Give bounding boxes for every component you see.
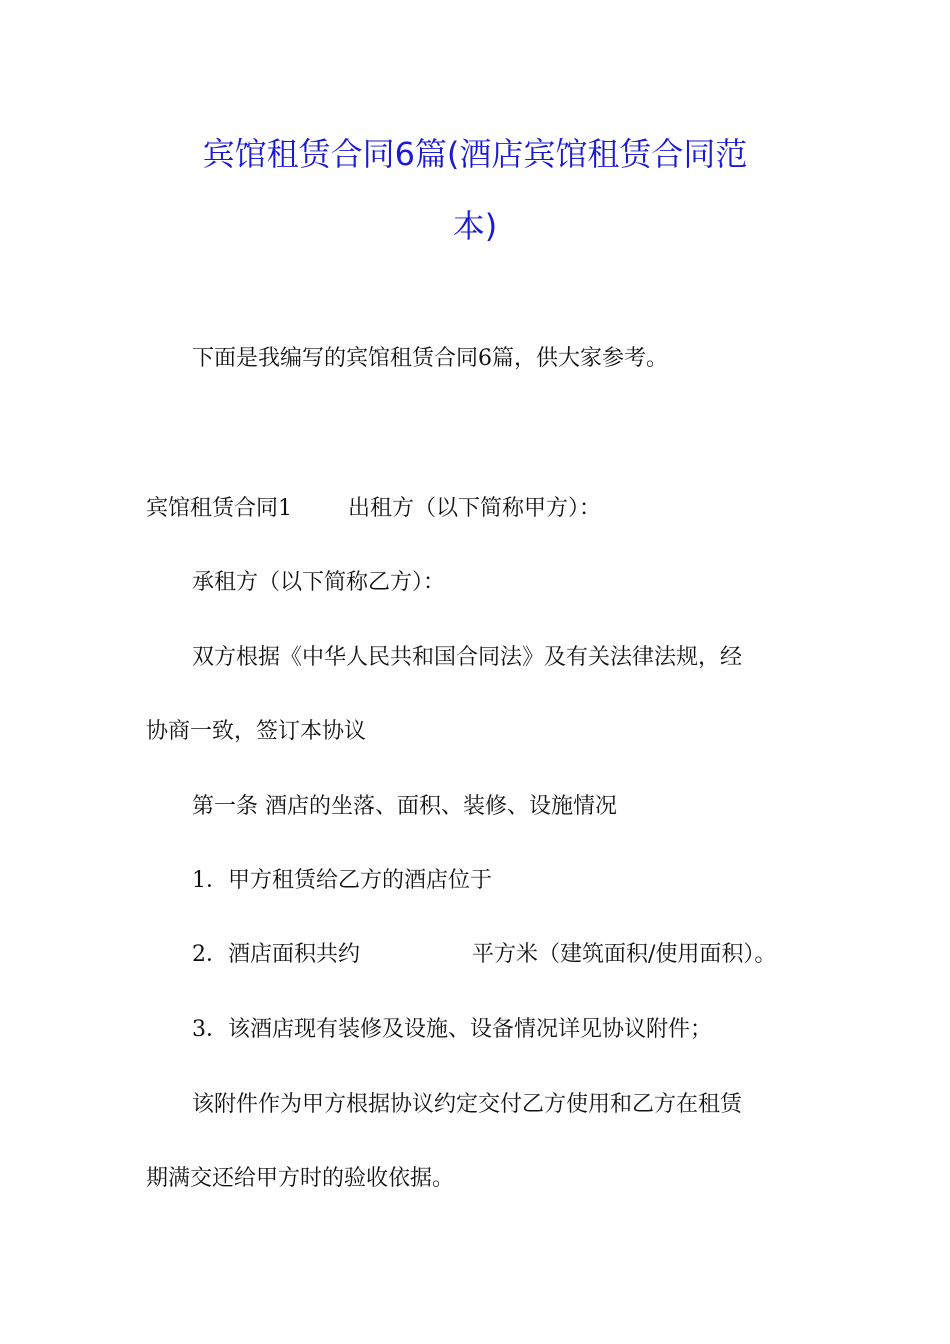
document-title-line-2: 本) — [452, 207, 498, 245]
annex-paragraph-line-2: 期满交还给甲方时的验收依据。 — [146, 1166, 455, 1191]
contract-heading-row — [146, 494, 826, 524]
basis-paragraph-line-1: 双方根据《中华人民共和国合同法》及有关法律法规，经 — [192, 645, 743, 670]
item-2-row — [192, 940, 872, 970]
item-2-end: 平方米（建筑面积/使用面积）。 — [472, 942, 777, 967]
item-3: 3．该酒店现有装修及设施、设备情况详见协议附件； — [192, 1017, 712, 1042]
annex-paragraph-line-1: 该附件作为甲方根据协议约定交付乙方使用和乙方在租赁 — [192, 1092, 743, 1117]
article-1-heading: 第一条 酒店的坐落、面积、装修、设施情况 — [192, 794, 617, 819]
document-title-line-1: 宾馆租赁合同6篇(酒店宾馆租赁合同范 — [202, 135, 748, 173]
item-1: 1．甲方租赁给乙方的酒店位于 — [192, 868, 492, 893]
lessor-line: 出租方（以下简称甲方）： — [348, 496, 602, 521]
lessee-line: 承租方（以下简称乙方）： — [192, 570, 446, 595]
intro-paragraph: 下面是我编写的宾馆租赁合同6篇，供大家参考。 — [192, 346, 668, 371]
basis-paragraph-line-2: 协商一致，签订本协议 — [146, 719, 367, 744]
contract-heading: 宾馆租赁合同1 — [146, 496, 292, 521]
item-2-start: 2．酒店面积共约 — [192, 942, 360, 967]
